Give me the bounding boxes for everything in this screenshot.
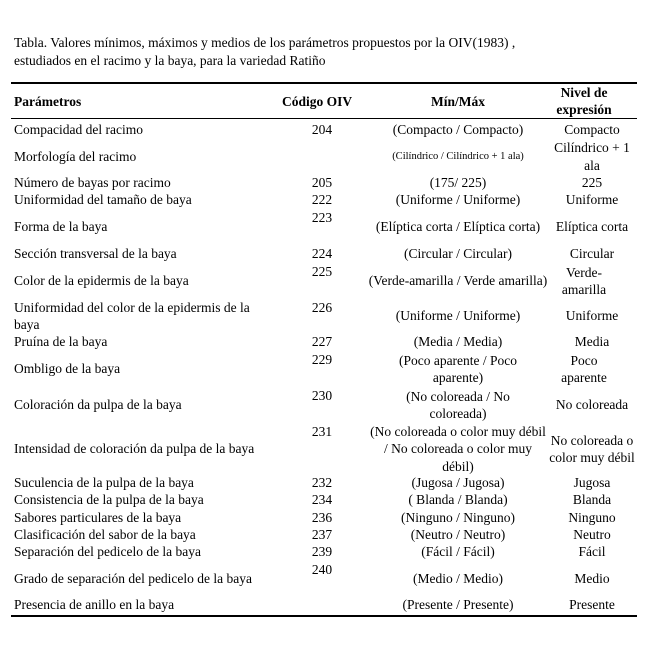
code-cell: 240 <box>311 562 333 577</box>
code-cell: 204 <box>311 122 333 137</box>
level-cell: 225 <box>581 175 603 191</box>
caption-line-1: Tabla. Valores mínimos, máximos y medios de los parámetros propuestos por la OIV(1983) , <box>14 35 516 50</box>
level-cell: No coloreada o color muy débil <box>549 432 635 465</box>
bottom-rule <box>11 615 637 617</box>
param-cell: Compacidad del racimo <box>14 122 143 138</box>
table-row <box>0 491 648 509</box>
header-level: Nivel de expresión <box>556 85 612 117</box>
param-cell: Presencia de anillo en la baya <box>14 597 175 613</box>
table-row <box>0 351 648 387</box>
minmax-cell: (Fácil / Fácil) <box>421 544 495 560</box>
level-cell: Uniforme <box>565 308 619 324</box>
table-row <box>0 561 648 597</box>
param-cell: Consistencia de la pulpa de la baya <box>14 492 204 508</box>
param-cell: Sabores particulares de la baya <box>14 510 182 526</box>
code-cell: 230 <box>311 388 333 403</box>
minmax-cell: (No coloreada o color muy débil / No coloreada o color muy débil) <box>370 423 546 474</box>
level-cell: Neutro <box>573 527 611 543</box>
code-cell: 205 <box>311 175 333 190</box>
table-row <box>0 596 648 614</box>
table-row <box>0 423 648 475</box>
table-row <box>0 387 648 423</box>
minmax-cell: ( Blanda / Blanda) <box>408 492 508 508</box>
code-cell <box>290 139 354 174</box>
param-cell: Ombligo de la baya <box>14 361 121 377</box>
param-cell: Grado de separación del pedicelo de la baya <box>14 571 253 587</box>
param-cell: Pruína de la baya <box>14 334 108 350</box>
code-cell: 234 <box>311 492 333 507</box>
table-row <box>0 191 648 209</box>
code-cell: 229 <box>311 352 333 367</box>
level-cell: Presente <box>569 597 615 613</box>
param-cell: Color de la epidermis de la baya <box>14 273 189 289</box>
code-cell: 237 <box>311 527 333 542</box>
minmax-cell: (Presente / Presente) <box>402 597 514 613</box>
level-cell: Medio <box>574 571 610 587</box>
level-cell: Jugosa <box>573 475 611 491</box>
param-cell: Morfología del racimo <box>14 148 137 164</box>
minmax-cell: (175/ 225) <box>429 175 487 191</box>
minmax-cell: (Media / Media) <box>413 334 503 350</box>
level-cell: Circular <box>569 246 615 262</box>
param-cell: Clasificación del sabor de la baya <box>14 527 196 543</box>
param-cell: Suculencia de la pulpa de la baya <box>14 475 194 491</box>
level-cell: Ninguno <box>568 510 616 526</box>
code-cell <box>290 596 354 614</box>
table-row <box>0 474 648 492</box>
param-cell: Sección transversal de la baya <box>14 246 177 262</box>
level-cell: Media <box>574 334 610 350</box>
minmax-cell: (Uniforme / Uniforme) <box>395 308 521 324</box>
minmax-cell: (Elíptica corta / Elíptica corta) <box>375 219 541 235</box>
header-minmax: Mín/Máx <box>431 94 485 109</box>
code-cell: 232 <box>311 475 333 490</box>
table-row <box>0 509 648 527</box>
minmax-cell: (Uniforme / Uniforme) <box>395 192 521 208</box>
level-cell: Uniforme <box>565 192 619 208</box>
table-row <box>0 139 648 174</box>
level-cell: Blanda <box>572 492 612 508</box>
level-cell: Fácil <box>578 544 606 560</box>
level-cell: Cilíndrico + 1 ala <box>554 140 630 173</box>
minmax-cell: (Poco aparente / Poco aparente) <box>398 352 518 385</box>
code-cell: 227 <box>311 334 333 349</box>
code-cell: 239 <box>311 544 333 559</box>
level-cell: Compacto <box>564 122 620 138</box>
table-row <box>0 299 648 333</box>
level-cell: Verde-amarilla <box>561 264 607 297</box>
minmax-cell: (Compacto / Compacto) <box>392 122 524 138</box>
caption-line-2: estudiados en el racimo y la baya, para la variedad Ratiño <box>14 53 326 68</box>
code-cell: 224 <box>311 246 333 261</box>
code-cell: 223 <box>311 210 333 225</box>
minmax-cell: (Medio / Medio) <box>413 571 503 587</box>
minmax-cell: (Neutro / Neutro) <box>410 527 506 543</box>
minmax-cell: (Cilíndrico / Cilíndrico + 1 ala) <box>392 150 524 162</box>
code-cell: 222 <box>311 192 333 207</box>
param-cell: Separación del pedicelo de la baya <box>14 544 202 560</box>
param-cell: Número de bayas por racimo <box>14 175 171 191</box>
table-row <box>0 209 648 245</box>
param-cell: Uniformidad del tamaño de baya <box>14 192 192 208</box>
table-row <box>0 263 648 299</box>
param-cell: Forma de la baya <box>14 219 108 235</box>
minmax-cell: (Circular / Circular) <box>404 246 512 262</box>
code-cell: 226 <box>311 300 333 315</box>
param-cell: Uniformidad del color de la epidermis de la baya <box>14 299 250 332</box>
level-cell: Poco aparente <box>561 352 607 385</box>
table-row <box>0 543 648 561</box>
code-cell: 236 <box>311 510 333 525</box>
minmax-cell: (No coloreada / No coloreada) <box>406 388 510 421</box>
level-cell: No coloreada <box>555 397 629 413</box>
header-param: Parámetros <box>14 94 82 109</box>
code-cell: 225 <box>311 264 333 279</box>
header-rule <box>11 118 637 119</box>
minmax-cell: (Ninguno / Ninguno) <box>401 510 515 526</box>
param-cell: Intensidad de coloración da pulpa de la baya <box>14 441 255 457</box>
table-row <box>0 333 648 351</box>
table-row <box>0 245 648 263</box>
top-rule <box>11 82 637 84</box>
table-row <box>0 174 648 192</box>
table-caption <box>14 34 614 70</box>
code-cell: 231 <box>311 424 333 439</box>
header-code: Código OIV <box>282 94 353 109</box>
param-cell: Coloración da pulpa de la baya <box>14 397 182 413</box>
minmax-cell: (Jugosa / Jugosa) <box>411 475 505 491</box>
table-row <box>0 121 648 139</box>
minmax-cell: (Verde-amarilla / Verde amarilla) <box>368 273 548 289</box>
table-row <box>0 526 648 544</box>
level-cell: Elíptica corta <box>555 219 629 235</box>
